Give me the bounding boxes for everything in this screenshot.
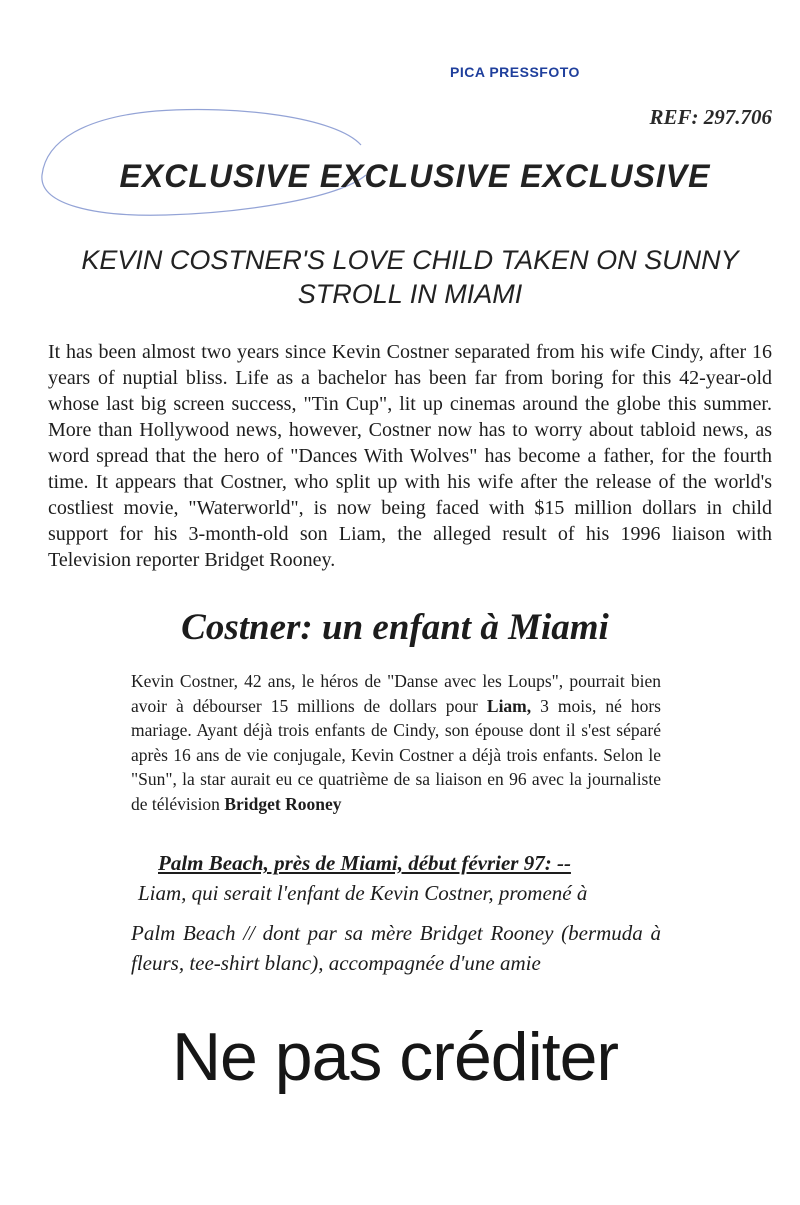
caption-heading: Palm Beach, près de Miami, début février 97: -- [158,851,571,875]
mother-name: Bridget Rooney [224,793,342,814]
french-article-text: Kevin Costner, 42 ans, le héros de "Danse avec les Loups", pourrait bien avoir à débourser 15 millions de dollars pour [131,671,661,716]
credit-notice: Ne pas créditer [171,1019,619,1095]
exclusive-banner: EXCLUSIVE EXCLUSIVE EXCLUSIVE [119,158,711,194]
photo-caption [131,878,661,978]
child-name: Liam, [486,695,532,716]
french-article [131,669,661,816]
headline: KEVIN COSTNER'S LOVE CHILD TAKEN ON SUNNY STROLL IN MIAMI [81,245,739,309]
english-article: It has been almost two years since Kevin Costner separated from his wife Cindy, after 16 years of nuptial bliss. Life as a bachelor has been far from boring for this 42-year-old whose last big screen success, "Tin Cup", lit up cinemas around the globe this summer. More than Hollywood news, however, Costner now has to worry about tabloid news, as word spread that the hero of "Dances With Wolves" has become a father, for the fourth time. It appears that Costner, who split up with his wife after the release of the world's costliest movie, "Waterworld", is now being faced with $15 million dollars in child support for his 3-month-old son Liam, the alleged result of his 1996 liaison with Television reporter Bridget Rooney. [48,341,772,571]
agency-stamp: PICA PRESSFOTO [450,64,580,80]
reference-number: REF: 297.706 [649,105,772,129]
caption-line: Liam, qui serait l'enfant de Kevin Costner, promené à [138,881,588,905]
french-title: Costner: un enfant à Miami [181,607,609,648]
caption-line: Palm Beach // dont par sa mère Bridget Rooney (bermuda à fleurs, tee-shirt blanc), accompagnée d'une amie [131,921,661,975]
french-article-text: 3 mois, né hors mariage. Ayant déjà trois enfants de Cindy, son épouse dont il s'est séparé après 16 ans de vie conjugale, Kevin Costner a déjà trois enfants. Selon le "Sun", la star aurait eu ce quatrième de sa liaison en 96 avec la journaliste de télévision [131,695,661,814]
